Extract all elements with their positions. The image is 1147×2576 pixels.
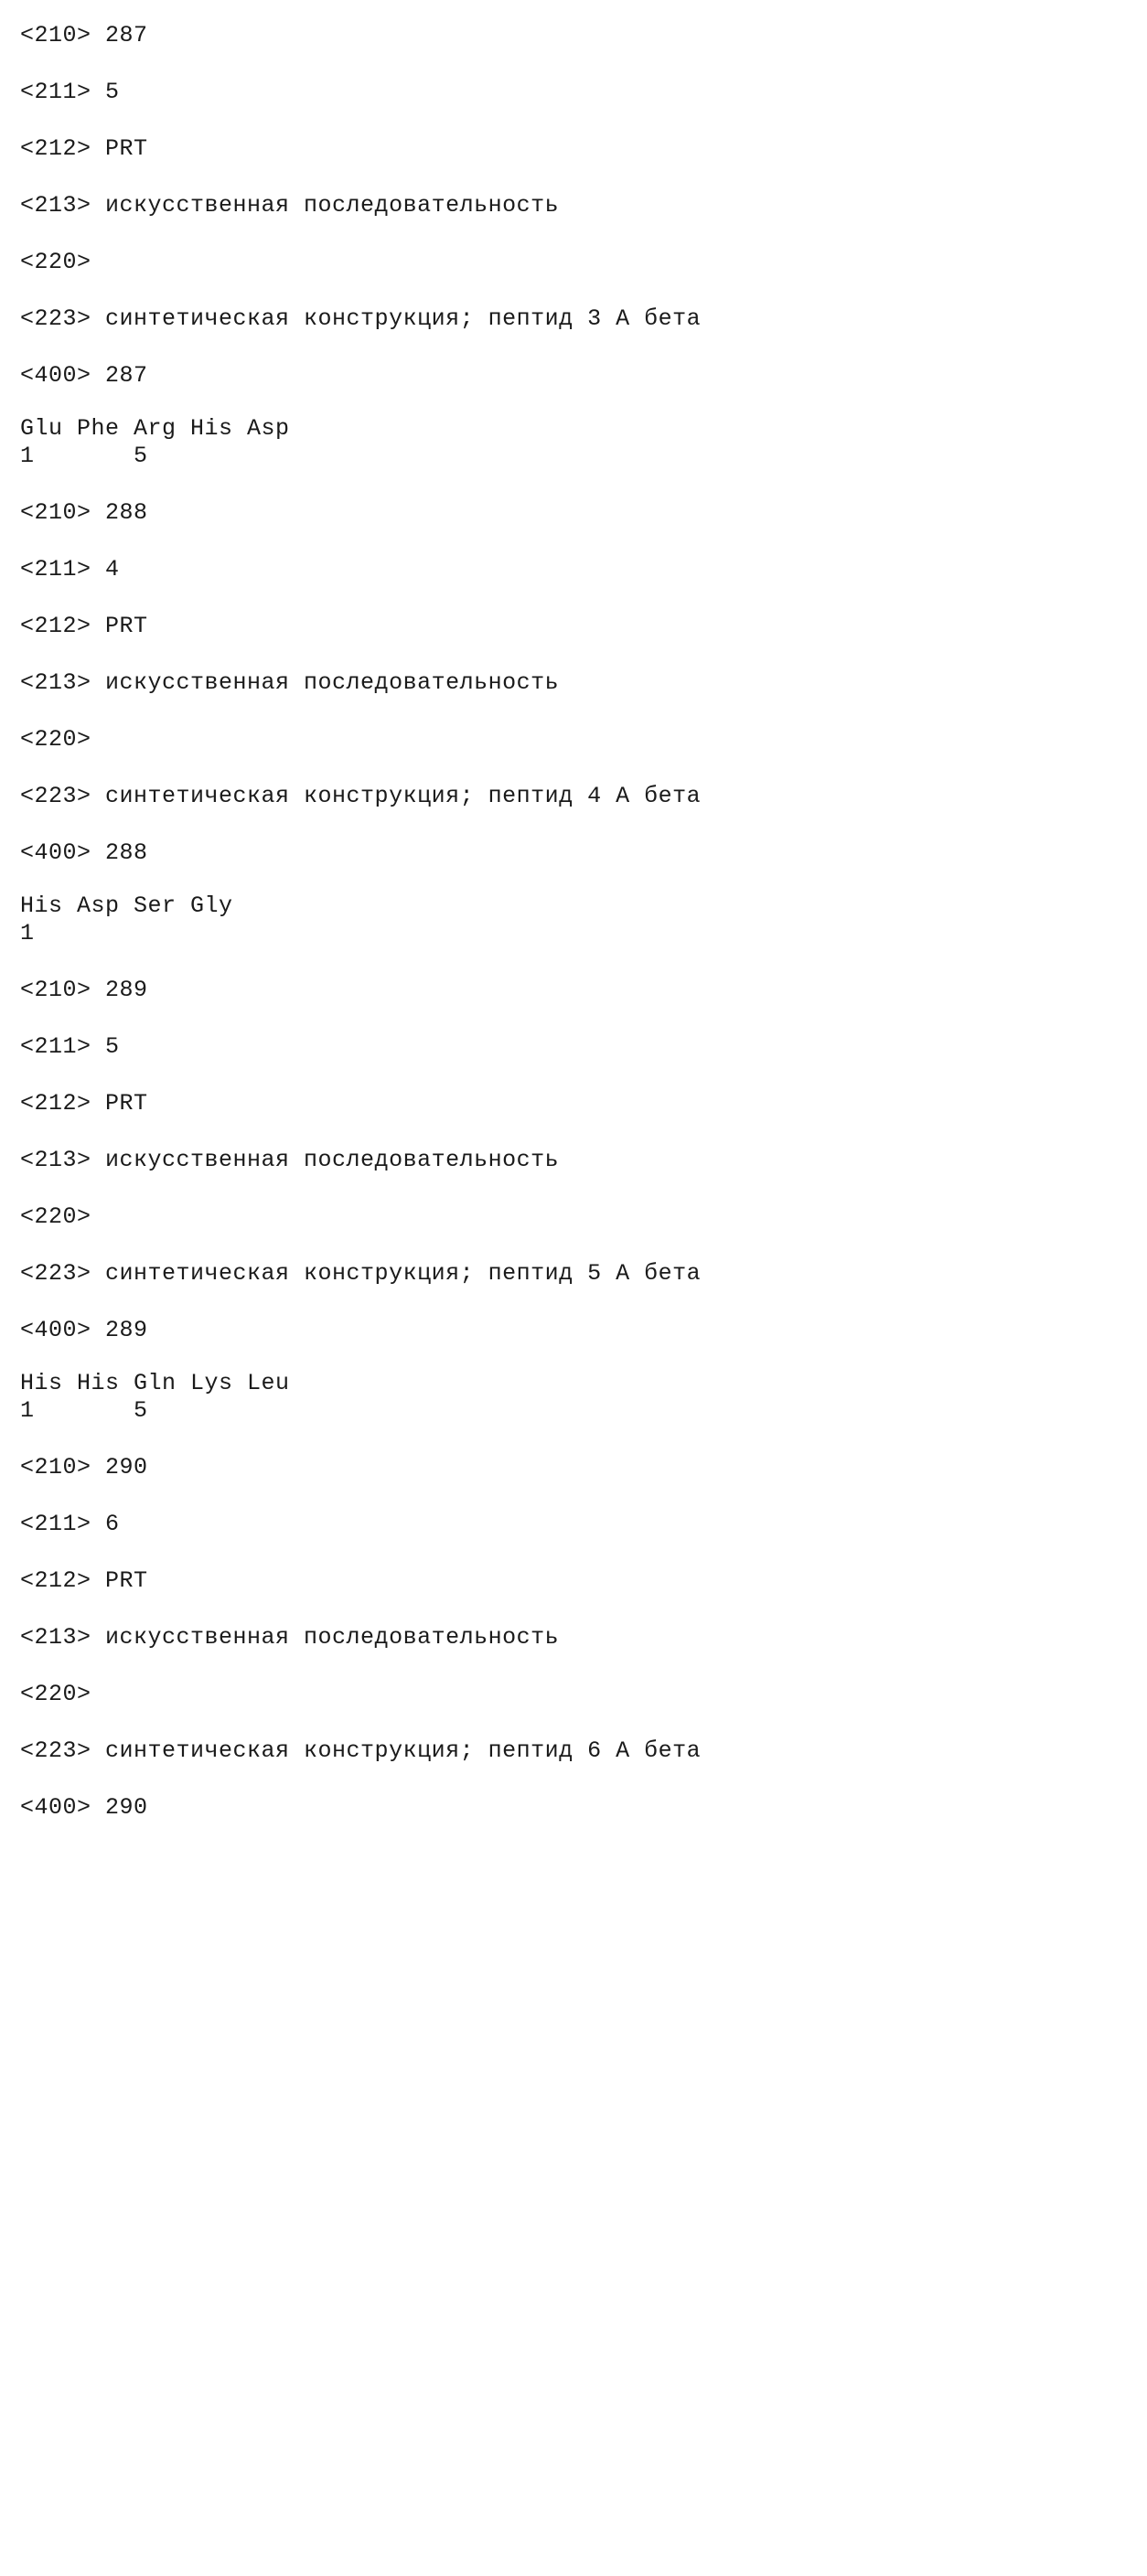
sequence-header-line: <400> 289 — [20, 1317, 148, 1343]
sequence-numbering: 1 — [20, 920, 35, 946]
sequence-id-line: <210> 287 — [20, 22, 148, 48]
sequence-block — [20, 20, 1147, 470]
sequence-organism-line: <213> искусственная последовательность — [20, 669, 560, 696]
spacer — [20, 869, 1147, 893]
sequence-other-info-line: <223> синтетическая конструкция; пептид 3 А бета — [20, 305, 702, 332]
sequence-type-line: <212> PRT — [20, 135, 148, 162]
sequence-type-line: <212> PRT — [20, 1567, 148, 1594]
sequence-block — [20, 497, 1147, 947]
sequence-header-line: <400> 287 — [20, 362, 148, 389]
sequence-organism-line: <213> искусственная последовательность — [20, 192, 560, 219]
sequence-header-line: <400> 290 — [20, 1794, 148, 1821]
sequence-other-info-line: <223> синтетическая конструкция; пептид 5 А бета — [20, 1260, 702, 1287]
sequence-organism-line: <213> искусственная последовательность — [20, 1147, 560, 1173]
sequence-block — [20, 1452, 1147, 1823]
sequence-type-line: <212> PRT — [20, 1090, 148, 1117]
sequence-residues: Glu Phe Arg His Asp — [20, 415, 290, 442]
sequence-header-line: <400> 288 — [20, 839, 148, 866]
sequence-feature-line: <220> — [20, 249, 91, 275]
spacer — [20, 1346, 1147, 1370]
sequence-numbering: 1 5 — [20, 1397, 148, 1424]
sequence-id-line: <210> 289 — [20, 977, 148, 1003]
sequence-feature-line: <220> — [20, 726, 91, 753]
sequence-feature-line: <220> — [20, 1203, 91, 1230]
sequence-length-line: <211> 4 — [20, 556, 120, 583]
sequence-other-info-line: <223> синтетическая конструкция; пептид 6 А бета — [20, 1737, 702, 1764]
sequence-length-line: <211> 5 — [20, 79, 120, 105]
sequence-length-line: <211> 6 — [20, 1511, 120, 1537]
sequence-block — [20, 975, 1147, 1425]
sequence-other-info-line: <223> синтетическая конструкция; пептид 4 А бета — [20, 783, 702, 809]
sequence-residues: His Asp Ser Gly — [20, 893, 233, 919]
sequence-organism-line: <213> искусственная последовательность — [20, 1624, 560, 1651]
sequence-id-line: <210> 290 — [20, 1454, 148, 1480]
sequence-feature-line: <220> — [20, 1681, 91, 1707]
sequence-numbering: 1 5 — [20, 443, 148, 469]
spacer — [20, 391, 1147, 415]
sequence-residues: His His Gln Lys Leu — [20, 1370, 290, 1396]
sequence-length-line: <211> 5 — [20, 1033, 120, 1060]
sequence-id-line: <210> 288 — [20, 499, 148, 526]
sequence-type-line: <212> PRT — [20, 613, 148, 639]
